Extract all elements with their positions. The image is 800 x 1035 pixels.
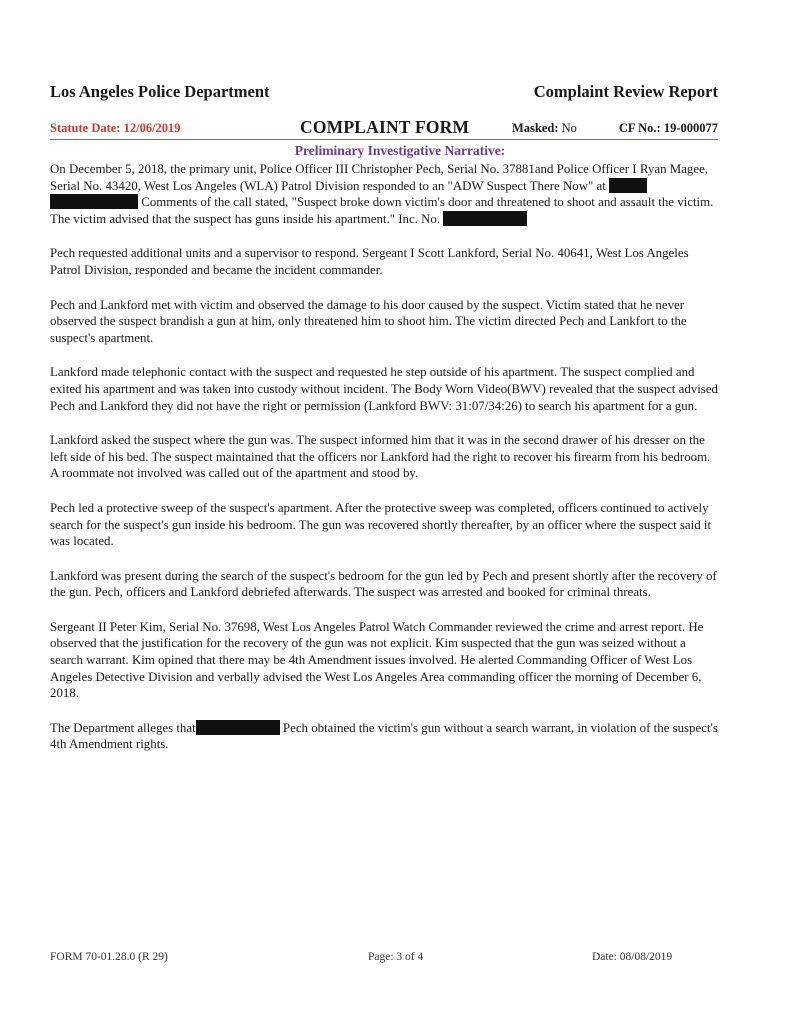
report-type: Complaint Review Report <box>533 82 718 101</box>
narrative-paragraph-5: Lankford asked the suspect where the gun was. The suspect informed him that it was in the second drawer of his dresser on the left side of his bed. The suspect maintained that the officers nor Lankford had the right to recover his firearm from his bedroom. A roommate not involved was called out of the apartment and stood by. <box>50 433 711 481</box>
section-heading: Preliminary Investigative Narrative: <box>294 143 506 158</box>
footer-date: Date: 08/08/2019 <box>592 951 673 963</box>
narrative-paragraph-8: Sergeant II Peter Kim, Serial No. 37698, West Los Angeles Patrol Watch Commander reviewed the crime and arrest report. He observed that the justification for the recovery of the gun was not explicit. Kim suspected that the gun was seized without a search warrant. Kim opined that there may be 4th Amendment issues involved. He alerted Commanding Officer of West Los Angeles Detective Division and verbally advised the West Los Angeles Area commanding officer the morning of December 6, 2018. <box>50 619 704 701</box>
masked-label: Masked: <box>512 121 559 135</box>
paragraph-9-text-a: The Department alleges that <box>50 720 196 735</box>
narrative-paragraph-3: Pech and Lankford met with victim and observed the damage to his door caused by the suspect. Victim stated that he never observed the suspect brandish a gun at him, only threatened him to shoot him. The victim directed Pech and Lankfort to the suspect's apartment. <box>50 297 687 345</box>
paragraph-1-text-a: On December 5, 2018, the primary unit, Police Officer III Christopher Pech, Serial No. 37881and Police Officer I Ryan Magee, Serial No. 43420, West Los Angeles (WLA) Patrol Division responded to an "ADW Suspect There Now" at <box>50 162 709 193</box>
redaction-block <box>50 194 138 209</box>
statute-date: Statute Date: 12/06/2019 <box>50 121 181 135</box>
redaction-block <box>609 178 647 193</box>
narrative-paragraph-2: Pech requested additional units and a supervisor to respond. Sergeant I Scott Lankford, Serial No. 40641, West Los Angeles Patrol Division, responded and became the incident commander. <box>50 246 689 277</box>
form-number: FORM 70-01.28.0 (R 29) <box>50 951 168 963</box>
narrative-paragraph-6: Pech led a protective sweep of the suspect's apartment. After the protective sweep was completed, officers continued to actively search for the suspect's gun inside his bedroom. The gun was recovered shortly thereafter, by an officer where the suspect said it was located. <box>50 500 712 549</box>
paragraph-9-text-b: Pech obtained the victim's gun without a search warrant, in violation of the suspect's 4th Amendment rights. <box>50 720 718 752</box>
narrative-paragraph-9 <box>50 720 720 753</box>
masked-value: No <box>561 121 577 135</box>
page-number: Page: 3 of 4 <box>368 951 424 963</box>
form-title: COMPLAINT FORM <box>300 117 470 137</box>
narrative-paragraph-7: Lankford was present during the search of the suspect's bedroom for the gun led by Pech and present shortly after the recovery of the gun. Pech, officers and Lankford debriefed afterwards. The suspect was arrested and booked for criminal threats. <box>50 568 717 600</box>
masked-field <box>512 121 577 136</box>
cf-number: CF No.: 19-000077 <box>618 121 718 135</box>
redaction-block <box>196 720 280 735</box>
form-header-row <box>50 117 718 139</box>
header-divider <box>50 139 718 140</box>
department-name: Los Angeles Police Department <box>50 82 270 101</box>
redaction-block <box>443 211 527 226</box>
narrative-paragraph-1 <box>50 161 720 227</box>
narrative-body <box>50 161 720 771</box>
paragraph-1-text-b: Comments of the call stated, "Suspect broke down victim's door and threatened to shoot and assault the victim. The victim advised that the suspect has guns inside his apartment." Inc. No. <box>50 195 714 226</box>
narrative-paragraph-4: Lankford made telephonic contact with the suspect and requested he step outside of his apartment. The suspect complied and exited his apartment and was taken into custody without incident. The Body Worn Video(BWV) revealed that the suspect advised Pech and Lankford they did not have the right or permission (Lankford BWV: 31:07/34:26) to search his apartment for a gun. <box>50 365 718 413</box>
